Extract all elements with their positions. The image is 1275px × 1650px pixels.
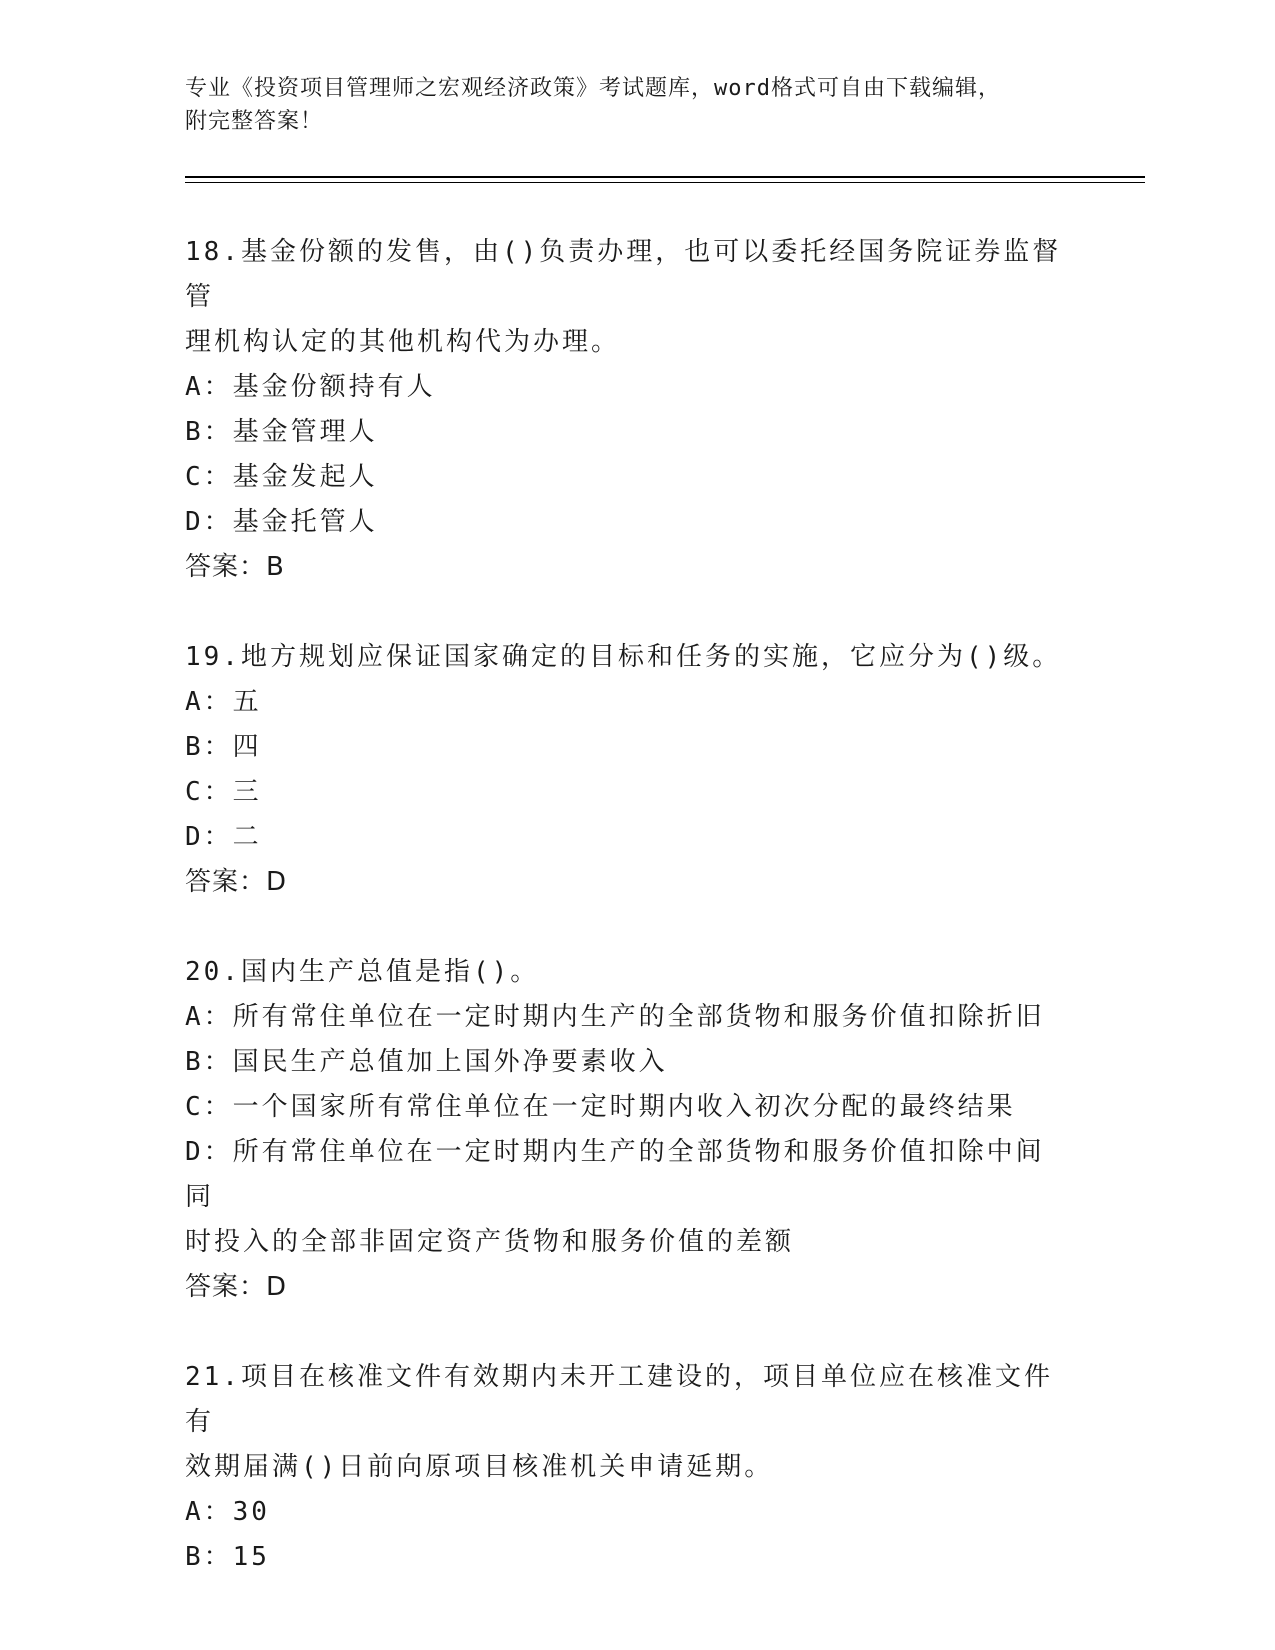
header-line-1: 专业《投资项目管理师之宏观经济政策》考试题库，word格式可自由下载编辑， xyxy=(185,76,1001,101)
question-list xyxy=(185,230,1065,1625)
question-stem-line-1: 18.基金份额的发售，由()负责办理，也可以委托经国务院证券监督管 xyxy=(185,237,1062,312)
option-a: A：基金份额持有人 xyxy=(185,372,436,402)
option-a: A：所有常住单位在一定时期内生产的全部货物和服务价值扣除折旧 xyxy=(185,1002,1045,1032)
option-c: C：三 xyxy=(185,777,262,807)
question-stem-line-2: 理机构认定的其他机构代为办理。 xyxy=(185,327,621,357)
question-21 xyxy=(185,1355,1065,1580)
option-b: B：15 xyxy=(185,1542,270,1572)
option-b: B：基金管理人 xyxy=(185,417,378,447)
header-divider-thick xyxy=(185,176,1145,178)
document-header xyxy=(185,72,1065,138)
question-stem-line-1: 20.国内生产总值是指()。 xyxy=(185,957,540,987)
option-d: D：二 xyxy=(185,822,262,852)
question-stem-line-1: 21.项目在核准文件有效期内未开工建设的，项目单位应在核准文件有 xyxy=(185,1362,1053,1437)
answer: 答案：D xyxy=(185,867,288,897)
option-d-continued: 时投入的全部非固定资产货物和服务价值的差额 xyxy=(185,1227,795,1257)
answer: 答案：D xyxy=(185,1272,288,1302)
header-line-2: 附完整答案！ xyxy=(185,109,324,134)
question-stem-line-1: 19.地方规划应保证国家确定的目标和任务的实施，它应分为()级。 xyxy=(185,642,1062,672)
option-d: D：基金托管人 xyxy=(185,507,378,537)
option-a: A：30 xyxy=(185,1497,270,1527)
option-c: C：基金发起人 xyxy=(185,462,378,492)
question-19 xyxy=(185,635,1065,905)
option-a: A：五 xyxy=(185,687,262,717)
option-d: D：所有常住单位在一定时期内生产的全部货物和服务价值扣除中间同 xyxy=(185,1137,1045,1212)
header-divider-thin xyxy=(185,182,1145,183)
answer: 答案：B xyxy=(185,552,285,582)
option-c: C：一个国家所有常住单位在一定时期内收入初次分配的最终结果 xyxy=(185,1092,1016,1122)
option-b: B：四 xyxy=(185,732,262,762)
question-stem-line-2: 效期届满()日前向原项目核准机关申请延期。 xyxy=(185,1452,774,1482)
question-18 xyxy=(185,230,1065,590)
option-b: B：国民生产总值加上国外净要素收入 xyxy=(185,1047,668,1077)
question-20 xyxy=(185,950,1065,1310)
